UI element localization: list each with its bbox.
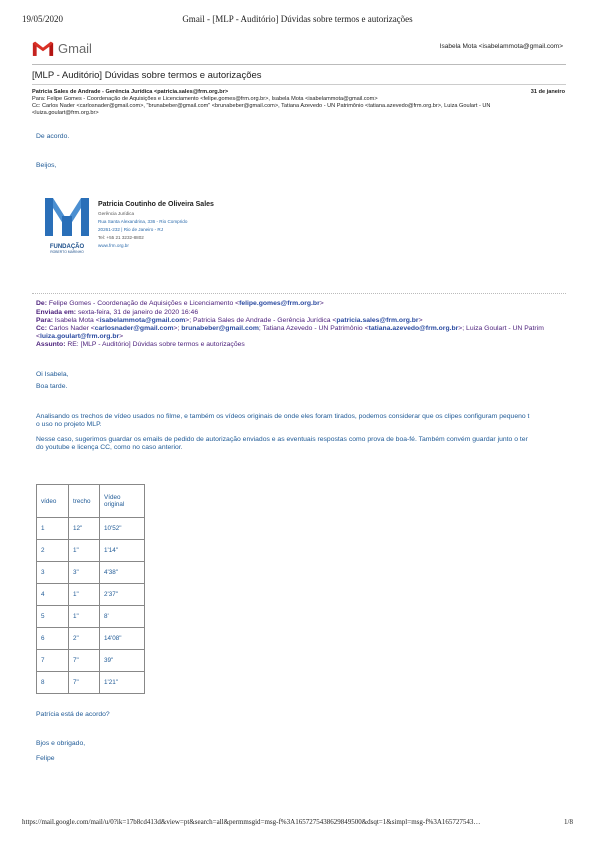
signature-city: 20261-232 | Rio de Janeiro - RJ [98,227,164,232]
table-cell: 6 [37,628,69,650]
email-from: Patricia Sales de Andrade - Gerência Jurídica <patricia.sales@frm.org.br> [32,89,229,95]
closing-thanks: Bjos e obrigado, [36,740,86,747]
signature-role: Gerência Jurídica [98,211,135,216]
table-cell: 7" [69,672,100,694]
table-row [37,628,145,650]
signature-phone: Tel: +55 21 3232-8802 [98,235,144,240]
table-row [37,584,145,606]
body-line: De acordo. [36,133,70,140]
closing-name: Felipe [36,755,55,762]
table-cell: 4 [37,584,69,606]
print-page-number: 1/8 [564,818,573,826]
signature-name: Patricia Coutinho de Oliveira Sales [98,201,214,208]
print-title: Gmail - [MLP - Auditório] Dúvidas sobre termos e autorizações [182,14,413,24]
table-header: trecho [69,485,100,518]
email-date: 31 de janeiro [530,89,565,95]
closing-question: Patrícia está de acordo? [36,711,110,718]
table-cell: 1 [37,518,69,540]
fwd-from: De: Felipe Gomes - Coordenação de Aquisições e Licenciamento <felipe.gomes@frm.org.br> [36,300,324,307]
table-cell: 1'14" [100,540,145,562]
fwd-cc: Cc: Carlos Nader <carlosnader@gmail.com>; brunabeber@gmail.com; Tatiana Azevedo - UN Patrimônio <tatiana.azevedo@frm.org.br>; Luiza Goulart - UN Patrim [36,325,544,332]
email-to: Para: Felipe Gomes - Coordenação de Aquisições e Licenciamento <felipe.gomes@frm.org.br>, Isabela Mota <isabelammota@gmail.com> [32,96,378,102]
fwd-cc-email-3[interactable]: tatiana.azevedo@frm.org.br [368,325,459,332]
table-header: vídeo [37,485,69,518]
gmail-logo[interactable] [32,38,142,58]
table-cell: 1" [69,540,100,562]
table-cell: 2 [37,540,69,562]
table-cell: 8 [37,672,69,694]
gmail-envelope-icon [32,40,54,57]
fwd-cc-email-1[interactable]: carlosnader@gmail.com [94,325,174,332]
fwd-to: Para: Isabela Mota <isabelammota@gmail.com>; Patricia Sales de Andrade - Gerência Jurídica <patricia.sales@frm.org.br> [36,317,423,324]
signature-site[interactable]: www.frm.org.br [98,243,129,248]
paragraph: o uso no projeto MLP. [36,421,102,428]
header-divider [32,64,566,65]
table-cell: 10'52" [100,518,145,540]
table-cell: 2" [69,628,100,650]
print-url: https://mail.google.com/mail/u/0?ik=17b8cd413d&view=pt&search=all&permmsgid=msg-f%3A1657275438629849500&dsqt=1&simpl=msg-f%3A165727543… [22,818,481,826]
paragraph: Nesse caso, sugerimos guardar os emails de pedido de autorização enviados e as eventuais respostas como prova de boa-fé. Também convém guardar junto o ter [36,436,528,443]
account-email: Isabela Mota <isabelammota@gmail.com> [439,43,563,50]
paragraph: Analisando os trechos de vídeo usados no filme, e também os vídeos originais de onde eles foram tirados, podemos considerar que os clipes configuram pequeno t [36,413,530,420]
table-cell: 2'37" [100,584,145,606]
fwd-sent: Enviada em: sexta-feira, 31 de janeiro de 2020 16:46 [36,309,199,316]
body-line: Beijos, [36,162,57,169]
table-cell: 1'21" [100,672,145,694]
table-cell: 3" [69,562,100,584]
table-cell: 1" [69,584,100,606]
table-row [37,540,145,562]
table-header: Vídeo original [100,485,145,518]
table-cell: 39" [100,650,145,672]
table-row [37,562,145,584]
fwd-to-email-2[interactable]: patricia.sales@frm.org.br [336,317,419,324]
print-date: 19/05/2020 [22,14,64,24]
fwd-cc-email-4[interactable]: luiza.goulart@frm.org.br [39,333,120,340]
quote-divider [32,293,566,294]
frm-logo-icon [42,198,92,238]
email-subject: [MLP - Auditório] Dúvidas sobre termos e autorizações [32,70,262,81]
table-row [37,650,145,672]
greeting: Oi Isabela, [36,371,69,378]
subject-divider [32,84,566,85]
greeting: Boa tarde. [36,383,68,390]
email-cc-continued: <luiza.goulart@frm.org.br> [32,110,99,116]
table-cell: 3 [37,562,69,584]
table-cell: 7 [37,650,69,672]
fundacao-logo [42,198,92,254]
table-header-row [37,485,145,518]
table-cell: 1" [69,606,100,628]
fwd-subject: Assunto: RE: [MLP - Auditório] Dúvidas sobre termos e autorizações [36,341,245,348]
table-row [37,518,145,540]
table-row [37,606,145,628]
logo-text: FUNDAÇÃO [49,244,85,250]
fwd-from-email[interactable]: felipe.gomes@frm.org.br [239,300,320,307]
paragraph: do youtube e licença CC, como no caso anterior. [36,444,183,451]
table-cell: 4'38" [100,562,145,584]
table-row [37,672,145,694]
gmail-wordmark: Gmail [58,40,92,56]
table-cell: 8' [100,606,145,628]
logo-subtext: ROBERTO MARINHO [50,250,84,254]
video-table [36,484,145,694]
signature-address: Rua Santa Alexandrina, 336 - Rio Comprido [98,219,188,224]
fwd-cc-email-2[interactable]: brunabeber@gmail.com [181,325,259,332]
email-cc: Cc: Carlos Nader <carlosnader@gmail.com>, "brunabeber@gmail.com" <brunabeber@gmail.com>, Tatiana Azevedo - UN Patrimônio <tatiana.azevedo@frm.org.br>, Luiza Goulart - UN [32,103,491,109]
fwd-to-email-1[interactable]: isabelammota@gmail.com [99,317,186,324]
table-cell: 14'08" [100,628,145,650]
table-cell: 7" [69,650,100,672]
table-cell: 12" [69,518,100,540]
fwd-cc-continued: <luiza.goulart@frm.org.br> [36,333,124,340]
table-cell: 5 [37,606,69,628]
